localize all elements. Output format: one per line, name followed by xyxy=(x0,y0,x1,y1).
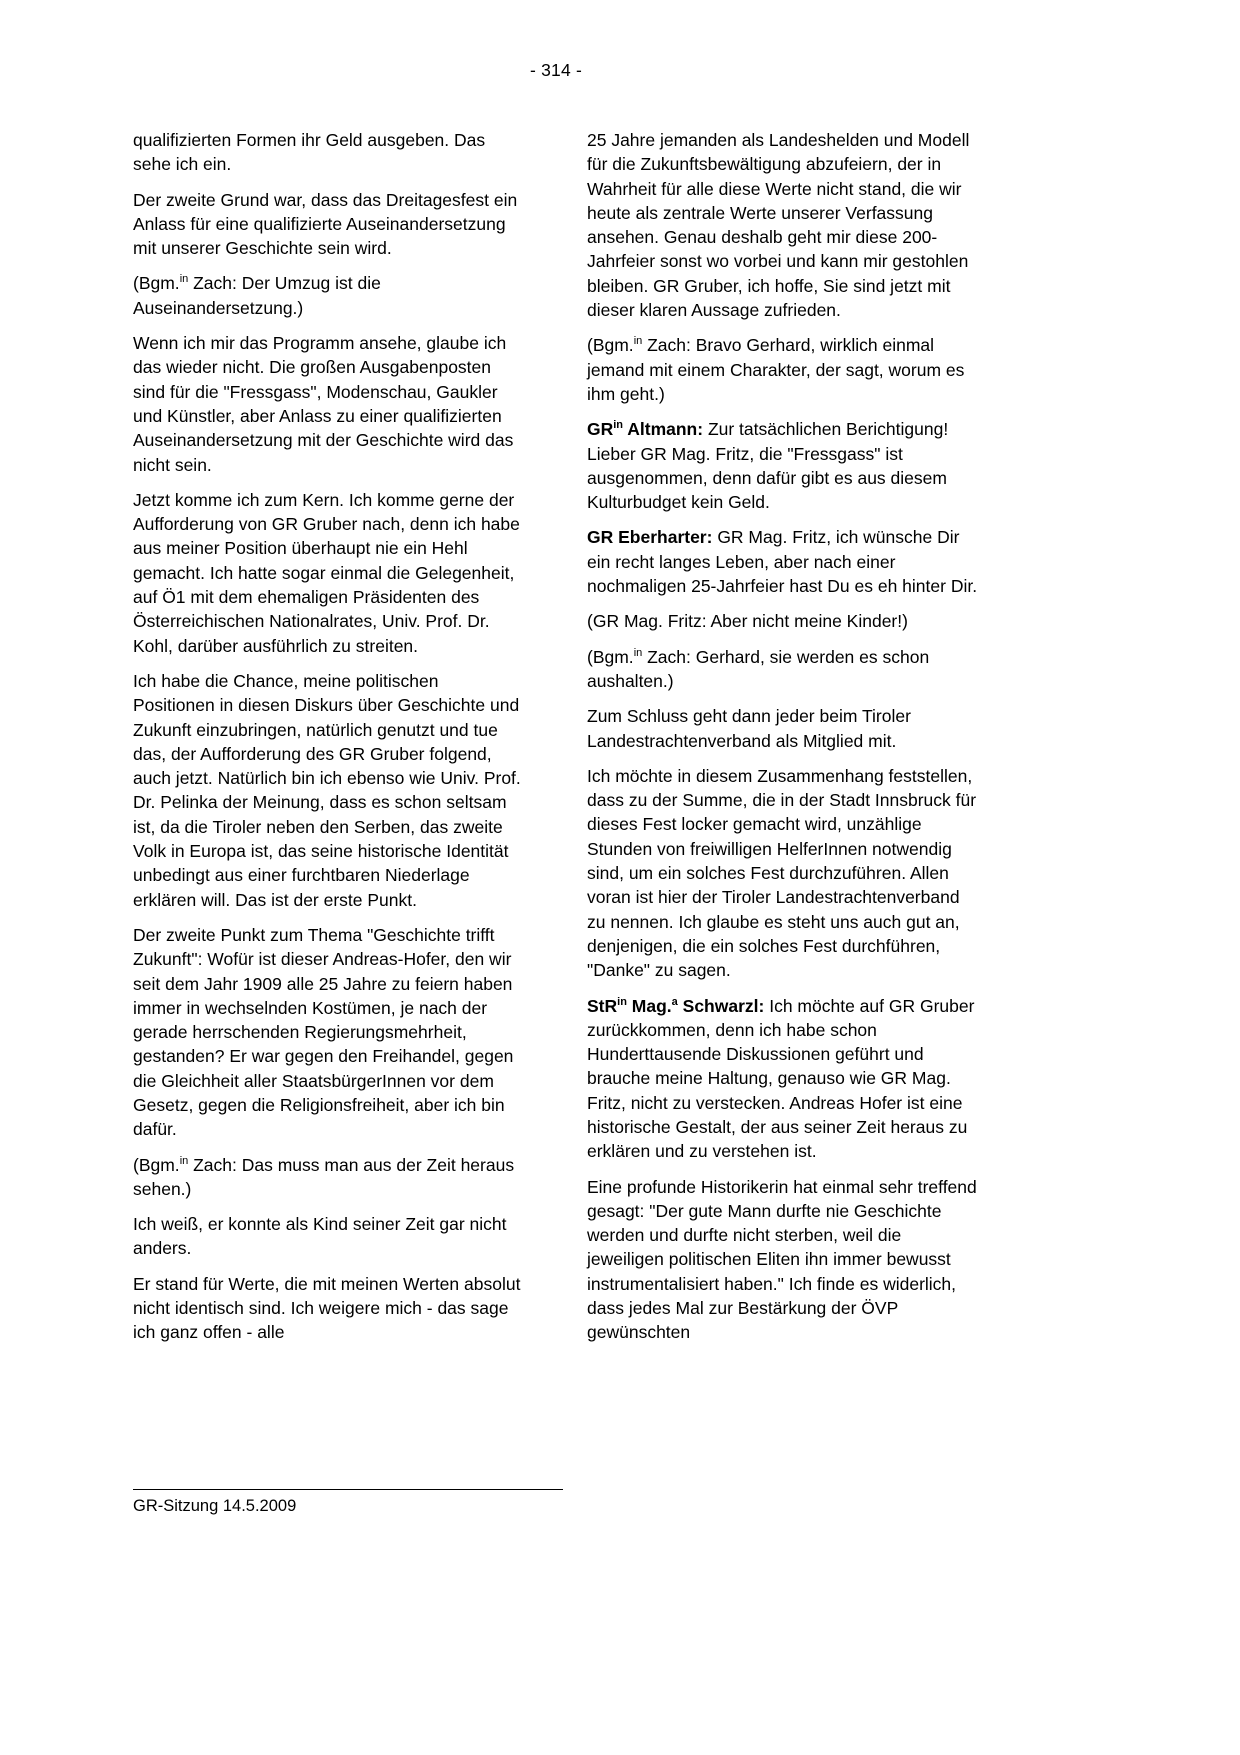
text-run: Ich möchte in diesem Zusammenhang feststellen, dass zu der Summe, die in der Stadt Innsbruck für dieses Fest locker gemacht wird, unzählige Stunden von freiwilligen HelferInnen notwendig sind, um ein solches Fest durchzuführen. Allen voran ist hier der Tiroler Landestrachtenverband zu nennen. Ich glaube es steht uns auch gut an, denjenigen, die ein solches Fest durchführen, "Danke" zu sagen. xyxy=(587,765,977,981)
text-run: (Bgm. xyxy=(133,1154,180,1175)
paragraph xyxy=(133,271,525,320)
text-run: in xyxy=(633,646,643,659)
paragraph xyxy=(587,645,979,694)
paragraph xyxy=(587,704,979,753)
paragraph xyxy=(587,417,979,514)
text-run: Ich möchte auf GR Gruber zurückkommen, denn ich habe schon Hunderttausende Diskussionen geführt und brauche meine Haltung, genauso wie GR Mag. Fritz, nicht zu verstecken. Andreas Hofer ist eine historische Gestalt, der aus seiner Zeit heraus zu erklären und zu verstehen ist. xyxy=(587,995,975,1162)
paragraph xyxy=(133,669,525,912)
paragraph xyxy=(133,923,525,1142)
paragraph xyxy=(587,128,979,322)
text-run: Zach: Das muss man aus der Zeit heraus sehen.) xyxy=(133,1154,515,1199)
paragraph xyxy=(587,609,979,633)
text-run: Zur tatsächlichen Berichtigung! Lieber GR Mag. Fritz, die "Fressgass" ist ausgenommen, denn dafür gibt es aus diesem Kulturbudget kein Geld. xyxy=(587,419,949,513)
text-run: (Bgm. xyxy=(133,273,180,294)
text-run: Jetzt komme ich zum Kern. Ich komme gerne der Aufforderung von GR Gruber nach, denn ich habe aus meiner Position überhaupt nie ein Hehl gemacht. Ich hatte sogar einmal die Gelegenheit, auf Ö1 mit dem ehemaligen Präsidenten des Österreichischen Nationalrates, Univ. Prof. Dr. Kohl, darüber ausführlich zu streiten. xyxy=(133,489,520,656)
speaker-label-run: GR Eberharter: xyxy=(587,527,713,548)
text-run: Zum Schluss geht dann jeder beim Tiroler Landestrachtenverband als Mitglied mit. xyxy=(587,706,911,751)
footer-text: GR-Sitzung 14.5.2009 xyxy=(133,1497,297,1515)
speaker-label-run: a xyxy=(671,995,678,1008)
speaker-label-run: in xyxy=(613,419,624,432)
speaker-label-run: Altmann: xyxy=(623,419,704,440)
paragraph xyxy=(587,994,979,1164)
paragraph xyxy=(133,1272,525,1345)
text-run: Zach: Bravo Gerhard, wirklich einmal jemand mit einem Charakter, der sagt, worum es ihm geht.) xyxy=(587,335,965,404)
text-run: GR Mag. Fritz, ich wünsche Dir ein recht langes Leben, aber nach einer nochmaligen 25-Jahrfeier hast Du es eh hinter Dir. xyxy=(587,527,978,597)
right-column xyxy=(587,128,979,1356)
text-run: (GR Mag. Fritz: Aber nicht meine Kinder!) xyxy=(587,611,908,632)
footer-divider xyxy=(133,1489,563,1490)
text-run: in xyxy=(179,1154,189,1167)
paragraph xyxy=(133,1153,525,1202)
paragraph xyxy=(133,1212,525,1261)
text-run: Ich weiß, er konnte als Kind seiner Zeit gar nicht anders. xyxy=(133,1214,507,1259)
speaker-label-run: GR xyxy=(587,419,614,440)
text-run: Ich habe die Chance, meine politischen Positionen in diesen Diskurs über Geschichte und Zukunft einzubringen, natürlich genutzt und tue das, der Aufforderung des GR Gruber folgend, auch jetzt. Natürlich bin ich ebenso wie Univ. Prof. Dr. Pelinka der Meinung, dass es schon seltsam ist, da die Tiroler neben den Serben, das zweite Volk in Europa ist, das seine historische Identität unbedingt aus einer furchtbaren Niederlage erklären will. Das ist der erste Punkt. xyxy=(133,670,521,910)
speaker-label-run: Mag. xyxy=(626,995,672,1016)
text-run: (Bgm. xyxy=(587,335,634,356)
text-run: (Bgm. xyxy=(587,646,634,667)
paragraph xyxy=(587,525,979,598)
page-number: - 314 - xyxy=(530,60,582,80)
text-run: Zach: Gerhard, sie werden es schon aushalten.) xyxy=(587,646,930,691)
text-columns xyxy=(133,128,979,1356)
text-run: in xyxy=(179,273,189,286)
paragraph xyxy=(133,188,525,261)
paragraph xyxy=(587,764,979,983)
text-run: Der zweite Grund war, dass das Dreitagesfest ein Anlass für eine qualifizierte Auseinandersetzung mit unserer Geschichte sein wird. xyxy=(133,189,518,259)
text-run: qualifizierten Formen ihr Geld ausgeben. Das sehe ich ein. xyxy=(133,130,486,175)
text-run: 25 Jahre jemanden als Landeshelden und Modell für die Zukunftsbewältigung abzufeiern, der in Wahrheit für alle diese Werte nicht stand, die wir heute als zentrale Werte unserer Verfassung ansehen. Genau deshalb geht mir diese 200-Jahrfeier sonst wo vorbei und kann mir gestohlen bleiben. GR Gruber, ich hoffe, Sie sind jetzt mit dieser klaren Aussage zufrieden. xyxy=(587,130,970,321)
text-run: Eine profunde Historikerin hat einmal sehr treffend gesagt: "Der gute Mann durfte nie Geschichte werden und durfte nicht sterben, weil die jeweiligen politischen Eliten ihn immer bewusst instrumentalisiert haben." Ich finde es widerlich, dass jedes Mal zur Bestärkung der ÖVP gewünschten xyxy=(587,1176,977,1343)
text-run: Wenn ich mir das Programm ansehe, glaube ich das wieder nicht. Die großen Ausgabenposten sind für die "Fressgass", Modenschau, Gaukler und Künstler, aber Anlass zu einer qualifizierten Auseinandersetzung mit der Geschichte wird das nicht sein. xyxy=(133,333,514,475)
speaker-label-run: Schwarzl: xyxy=(677,995,765,1016)
paragraph xyxy=(133,488,525,658)
text-run: in xyxy=(633,335,643,348)
text-run: Der zweite Punkt zum Thema "Geschichte trifft Zukunft": Wofür ist dieser Andreas-Hofer, den wir seit dem Jahr 1909 alle 25 Jahre zu feiern haben immer in wechselnden Kostümen, je nach der gerade herrschenden Regierungsmehrheit, gestanden? Er war gegen den Freihandel, gegen die Gleichheit aller StaatsbürgerInnen vor dem Gesetz, gegen die Religionsfreiheit, aber ich bin dafür. xyxy=(133,924,514,1140)
text-run: Er stand für Werte, die mit meinen Werten absolut nicht identisch sind. Ich weigere mich - das sage ich ganz offen - alle xyxy=(133,1273,521,1343)
paragraph xyxy=(133,331,525,477)
speaker-label-run: StR xyxy=(587,995,618,1016)
text-run: Zach: Der Umzug ist die Auseinandersetzung.) xyxy=(133,273,381,318)
left-column xyxy=(133,128,525,1356)
paragraph xyxy=(133,128,525,177)
page-footer xyxy=(133,1489,979,1516)
paragraph xyxy=(587,1175,979,1345)
paragraph xyxy=(587,333,979,406)
speaker-label-run: in xyxy=(617,995,627,1008)
